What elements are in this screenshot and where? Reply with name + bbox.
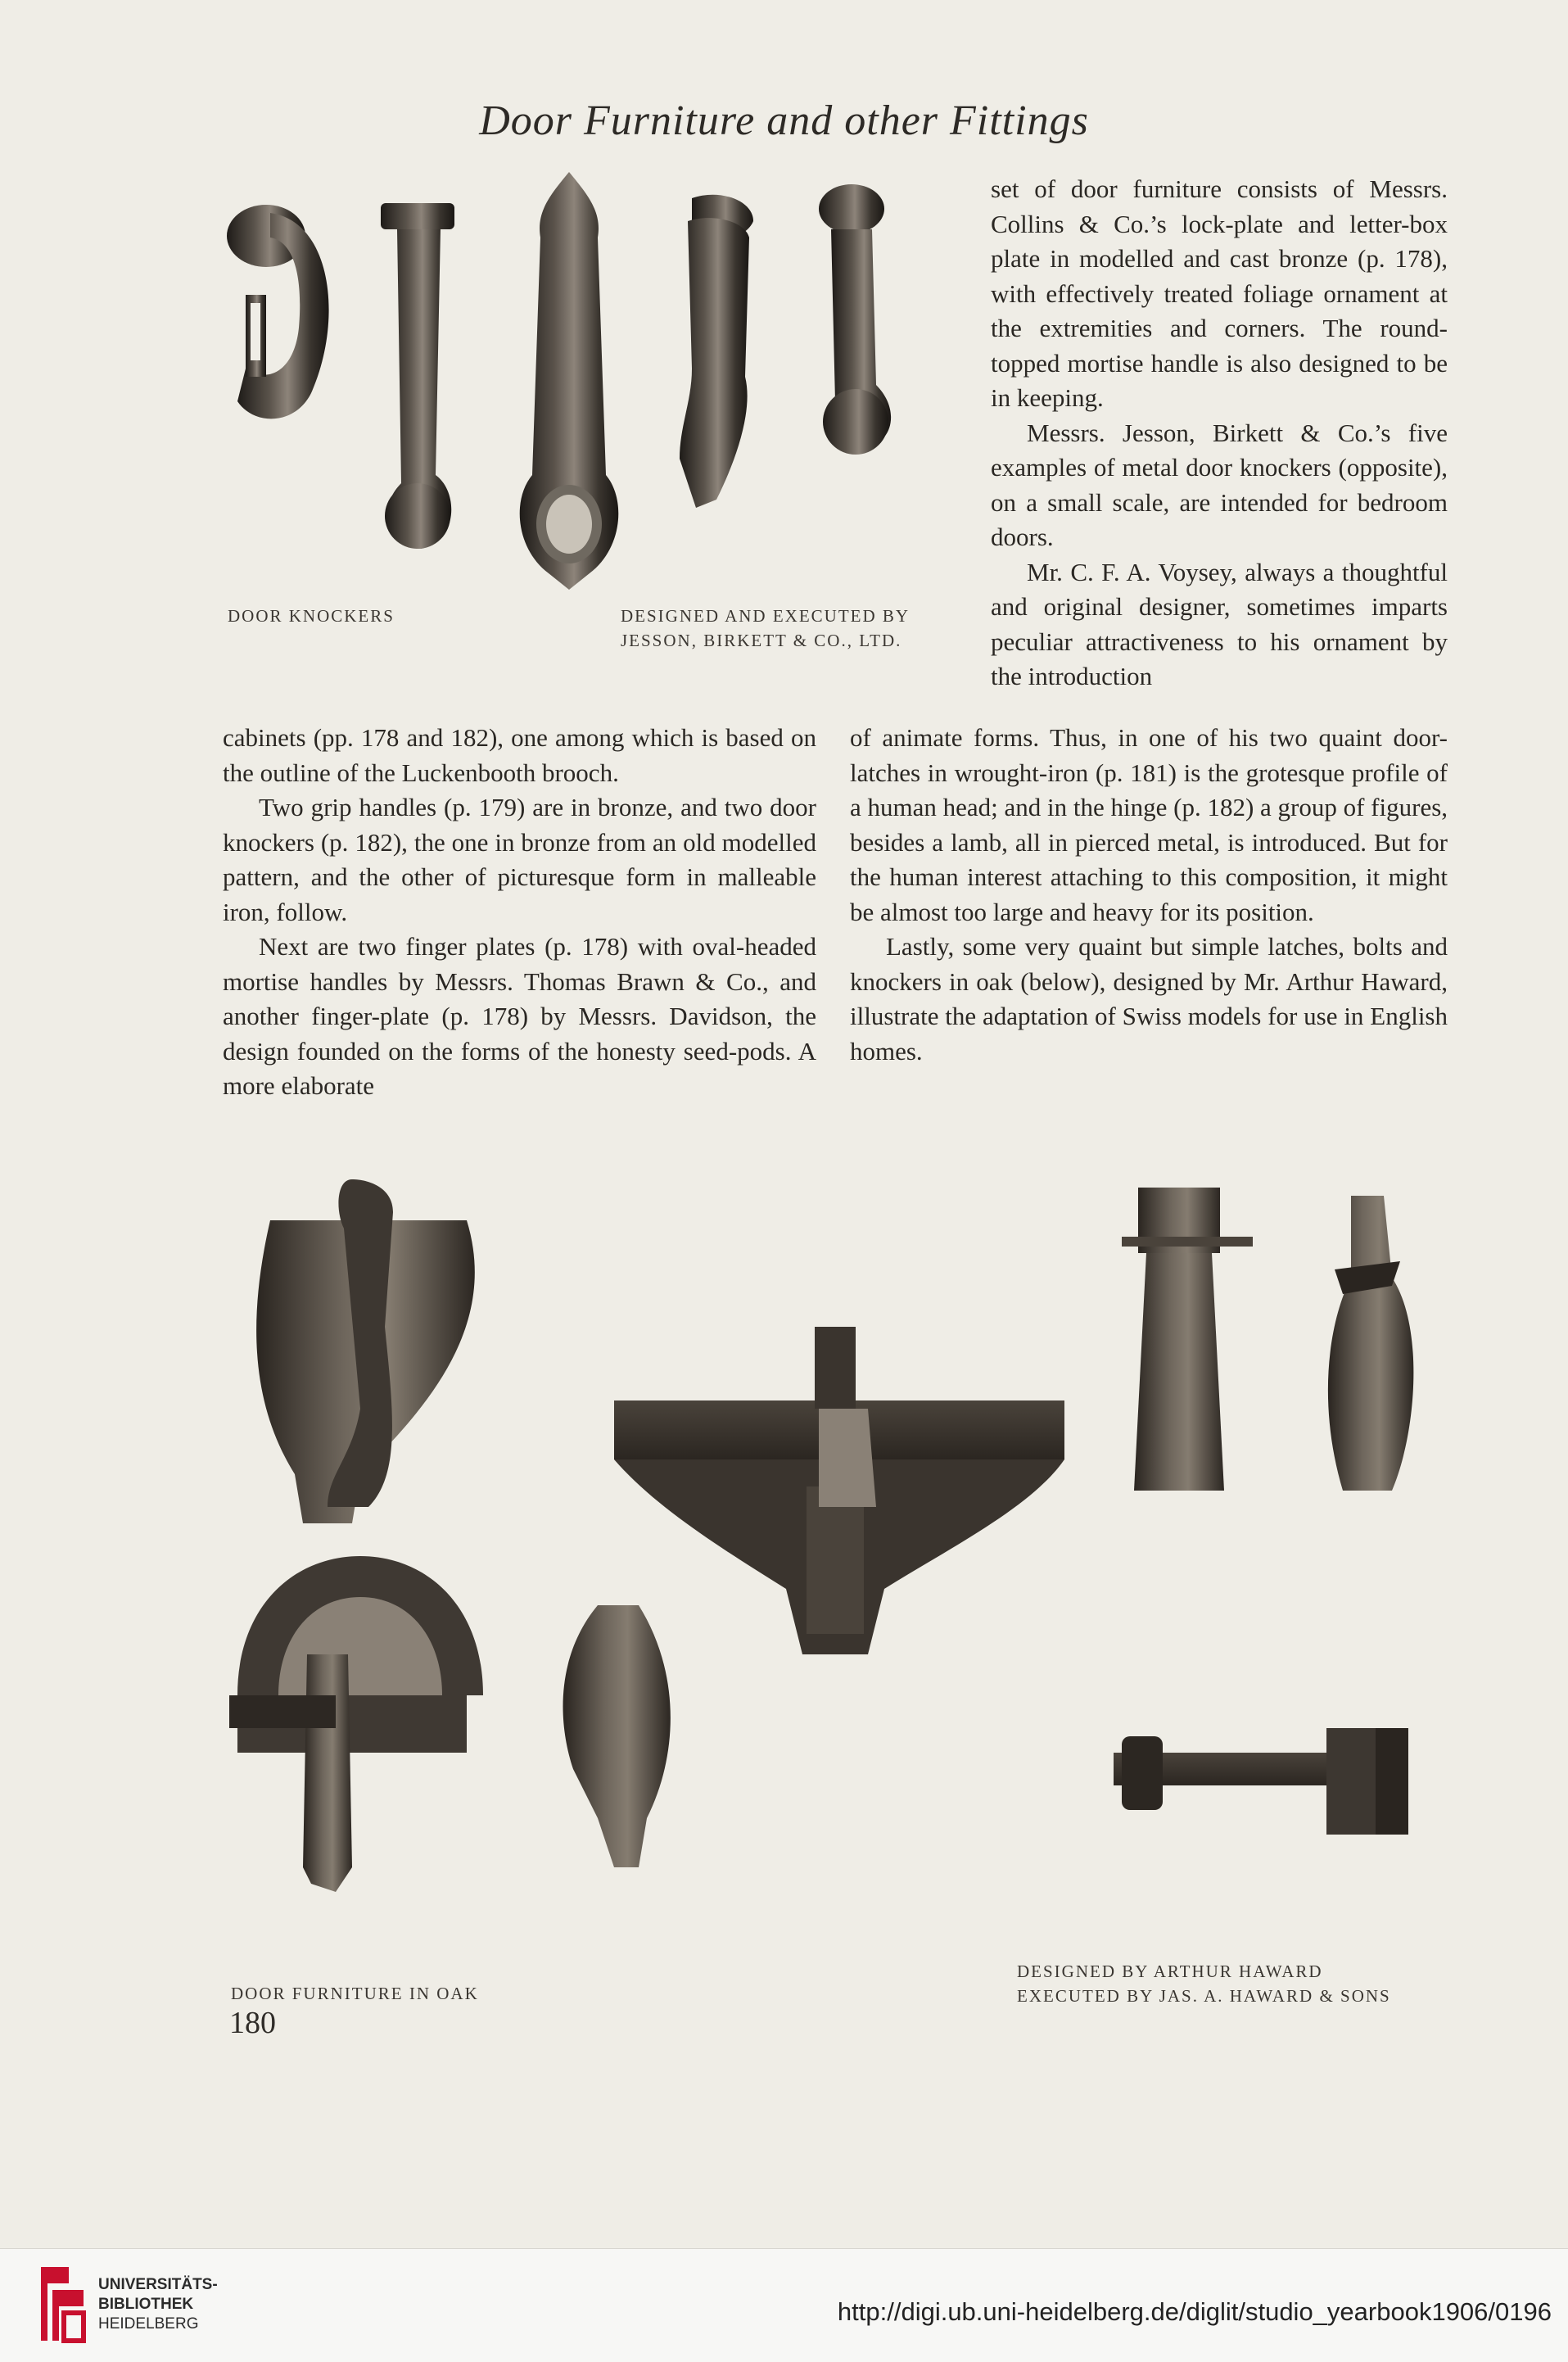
paragraph: Messrs. Jesson, Birkett & Co.’s five examples of metal door knockers (opposite), on a small scale, are intended for bedroom doors.: [991, 418, 1448, 551]
oak-door-furniture-illustration: [229, 1163, 1441, 1966]
library-name: [98, 2275, 218, 2334]
bottom-figure-caption-left: DOOR FURNITURE IN OAK: [231, 1984, 479, 2003]
bottom-figure-caption-right-2: EXECUTED BY JAS. A. HAWARD & SONS: [1017, 1986, 1391, 2006]
door-knockers-illustration: [221, 164, 958, 606]
page-number: 180: [229, 2006, 276, 2040]
oak-shield-knocker: [256, 1179, 475, 1523]
top-figure-caption-right-1: DESIGNED AND EXECUTED BY: [621, 606, 911, 626]
paragraph: Two grip handles (p. 179) are in bronze, and two door knockers (p. 182), the one in bronze from an old modelled pattern, and the other of picturesque form in malleable iron, follow.: [223, 793, 816, 926]
knocker-2: [381, 203, 454, 549]
top-figure-caption-left: DOOR KNOCKERS: [228, 606, 395, 626]
source-url-link[interactable]: http://digi.ub.uni-heidelberg.de/diglit/studio_yearbook1906/0196: [837, 2297, 1552, 2326]
oak-knob: [563, 1605, 671, 1867]
text-column-right-bottom: [850, 721, 1448, 1069]
knocker-3: [520, 172, 619, 590]
paragraph: Next are two finger plates (p. 178) with oval-headed mortise handles by Messrs. Thomas Brawn & Co., and another finger-plate (p. 178) by Messrs. Davidson, the design founded on the forms of the honesty seed-pods. A more elaborate: [223, 932, 816, 1100]
library-name-line-2: BIBLIOTHEK: [98, 2296, 194, 2313]
knocker-5: [819, 184, 891, 455]
running-head: Door Furniture and other Fittings: [479, 97, 1089, 144]
paragraph: Mr. C. F. A. Voysey, always a thoughtful and original designer, sometimes imparts peculiar attractiveness to his ornament by the introduction: [991, 557, 1448, 690]
paragraph: cabinets (pp. 178 and 182), one among which is based on the outline of the Luckenbooth brooch.: [223, 723, 816, 787]
oak-latch-bar: [614, 1327, 1064, 1654]
text-column-left: [223, 721, 816, 1104]
knocker-1: [227, 205, 329, 419]
oak-latch-upright: [1122, 1188, 1253, 1491]
bottom-figure-caption-right-1: DESIGNED BY ARTHUR HAWARD: [1017, 1962, 1323, 1981]
library-name-line-3: HEIDELBERG: [98, 2315, 199, 2333]
oak-bolt: [1114, 1728, 1408, 1835]
top-figure-caption-right-2: JESSON, BIRKETT & CO., LTD.: [621, 631, 902, 650]
library-logo-icon: [36, 2259, 88, 2349]
text-column-right-top: [991, 172, 1448, 695]
paragraph: Lastly, some very quaint but simple latches, bolts and knockers in oak (below), designed by Mr. Arthur Haward, illustrate the adaptation of Swiss models for use in English homes.: [850, 932, 1448, 1066]
library-name-line-1: UNIVERSITÄTS-: [98, 2276, 218, 2293]
oak-arched-bracket: [229, 1556, 483, 1892]
oak-latch-side: [1328, 1196, 1413, 1491]
paragraph: set of door furniture consists of Messrs. Collins & Co.’s lock-plate and letter-box plate in modelled and cast bronze (p. 178), with effectively treated foliage ornament at the extremities and corners. The round-topped mortise handle is also designed to be in keeping.: [991, 174, 1448, 412]
paragraph: of animate forms. Thus, in one of his two quaint door-latches in wrought-iron (p. 181) is the grotesque profile of a human head; and in the hinge (p. 182) a group of figures, besides a lamb, all in pierced metal, is introduced. But for the human interest attaching to this composition, it might be almost too large and heavy for its position.: [850, 723, 1448, 926]
knocker-4: [680, 195, 753, 508]
